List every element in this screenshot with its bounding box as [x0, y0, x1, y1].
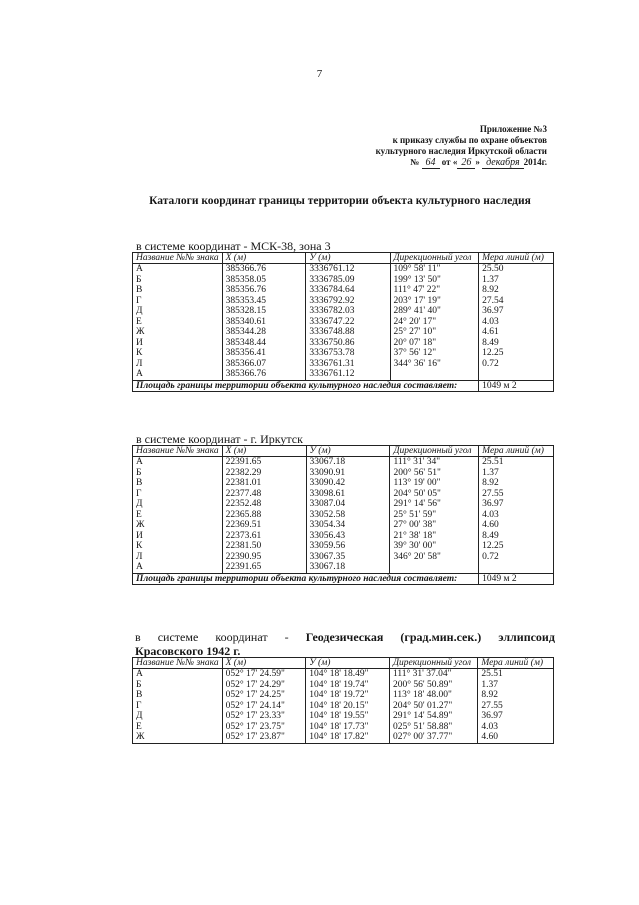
line-length — [479, 369, 554, 380]
date-month: декабря — [482, 157, 524, 169]
direction-angle: 113° 18' 48.00" — [389, 690, 477, 701]
direction-angle: 24° 20' 17" — [390, 317, 479, 328]
table-row — [133, 531, 554, 542]
y-coordinate: 33090.91 — [306, 468, 390, 479]
line-length: 8.92 — [479, 478, 554, 489]
area-total-value: 1049 м 2 — [479, 380, 554, 392]
x-coordinate: 052° 17' 23.33" — [222, 711, 306, 722]
line-length: 25.51 — [478, 669, 554, 680]
x-coordinate: 385356.41 — [222, 348, 306, 359]
point-name: И — [133, 531, 223, 542]
y-coordinate: 33087.04 — [306, 499, 390, 510]
y-coordinate: 3336750.86 — [306, 338, 390, 349]
table-row — [133, 285, 554, 296]
line-length: 4.03 — [479, 510, 554, 521]
table-row — [133, 457, 554, 468]
table-header-row — [133, 446, 554, 457]
x-coordinate: 22373.61 — [222, 531, 306, 542]
table-row — [133, 275, 554, 286]
table-row — [133, 468, 554, 479]
caption-word: (град.мин.сек.) — [400, 630, 482, 644]
point-name: К — [133, 348, 223, 359]
table-row — [133, 369, 554, 380]
table-row — [133, 264, 554, 275]
x-coordinate: 22382.29 — [222, 468, 306, 479]
table1-caption: в системе координат - МСК-38, зона 3 — [136, 239, 331, 253]
point-name: В — [133, 478, 223, 489]
line-length: 0.72 — [479, 359, 554, 370]
x-coordinate: 385348.44 — [222, 338, 306, 349]
appendix-header — [376, 124, 547, 168]
line-length: 1.37 — [478, 680, 554, 691]
x-coordinate: 052° 17' 24.25" — [222, 690, 306, 701]
caption-word: Геодезическая — [305, 630, 384, 644]
point-name: А — [133, 264, 223, 275]
line-length: 8.49 — [479, 531, 554, 542]
direction-angle: 204° 50' 01.27" — [389, 701, 477, 712]
y-coordinate: 104° 18' 19.72" — [306, 690, 390, 701]
table-row — [133, 306, 554, 317]
table-geodetic — [132, 657, 554, 744]
line-length: 8.49 — [479, 338, 554, 349]
direction-angle — [390, 562, 479, 573]
point-name: Б — [133, 275, 223, 286]
table3-caption — [135, 630, 555, 658]
header-x: X (м) — [222, 658, 306, 669]
y-coordinate: 3336747.22 — [306, 317, 390, 328]
line-length: 36.97 — [478, 711, 554, 722]
header-name: Название №№ знака — [133, 658, 223, 669]
point-name: Ж — [133, 327, 223, 338]
y-coordinate: 3336761.12 — [306, 264, 390, 275]
point-name: А — [133, 369, 223, 380]
header-y: У (м) — [306, 658, 390, 669]
y-coordinate: 3336761.31 — [306, 359, 390, 370]
area-total-row — [133, 380, 554, 392]
line-length: 27.54 — [479, 296, 554, 307]
direction-angle: 027° 00' 37.77" — [389, 732, 477, 743]
table-row — [133, 348, 554, 359]
point-name: Е — [133, 722, 223, 733]
point-name: Г — [133, 701, 223, 712]
line-length: 12.25 — [479, 541, 554, 552]
line-length: 4.60 — [479, 520, 554, 531]
table-row — [133, 327, 554, 338]
table-row — [133, 552, 554, 563]
header-name: Название №№ знака — [133, 446, 223, 457]
table-row — [133, 562, 554, 573]
area-total-value: 1049 м 2 — [479, 573, 554, 585]
point-name: Е — [133, 317, 223, 328]
direction-angle: 289° 41' 40" — [390, 306, 479, 317]
direction-angle: 111° 31' 34" — [390, 457, 479, 468]
direction-angle: 37° 56' 12" — [390, 348, 479, 359]
table-row — [133, 520, 554, 531]
y-coordinate: 3336792.92 — [306, 296, 390, 307]
line-length: 27.55 — [478, 701, 554, 712]
direction-angle: 291° 14' 56" — [390, 499, 479, 510]
table-row — [133, 541, 554, 552]
line-length: 25.50 — [479, 264, 554, 275]
y-coordinate: 3336748.88 — [306, 327, 390, 338]
x-coordinate: 22381.01 — [222, 478, 306, 489]
x-coordinate: 052° 17' 23.87" — [222, 732, 306, 743]
header-angle: Дирекционный угол — [390, 446, 479, 457]
x-coordinate: 22365.88 — [222, 510, 306, 521]
table-row — [133, 680, 554, 691]
direction-angle: 200° 56' 50.89" — [389, 680, 477, 691]
y-coordinate: 104° 18' 19.74" — [306, 680, 390, 691]
appendix-order: к приказу службы по охране объектов — [392, 135, 547, 145]
x-coordinate: 385353.45 — [222, 296, 306, 307]
x-coordinate: 052° 17' 24.59" — [222, 669, 306, 680]
point-name: А — [133, 669, 223, 680]
x-coordinate: 22352.48 — [222, 499, 306, 510]
order-number: 64 — [422, 157, 440, 169]
x-coordinate: 22391.65 — [222, 562, 306, 573]
table-row — [133, 711, 554, 722]
line-length: 1.37 — [479, 468, 554, 479]
direction-angle: 21° 38' 18" — [390, 531, 479, 542]
direction-angle: 20° 07' 18" — [390, 338, 479, 349]
point-name: А — [133, 562, 223, 573]
point-name: Б — [133, 680, 223, 691]
point-name: Б — [133, 468, 223, 479]
point-name: В — [133, 690, 223, 701]
header-angle: Дирекционный угол — [389, 658, 477, 669]
line-length: 36.97 — [479, 499, 554, 510]
direction-angle — [390, 369, 479, 380]
point-name: Е — [133, 510, 223, 521]
table-row — [133, 690, 554, 701]
area-total-row — [133, 573, 554, 585]
y-coordinate: 33054.34 — [306, 520, 390, 531]
table-row — [133, 296, 554, 307]
y-coordinate: 104° 18' 19.55" — [306, 711, 390, 722]
table-row — [133, 317, 554, 328]
line-length: 27.55 — [479, 489, 554, 500]
direction-angle: 111° 31' 37.04" — [389, 669, 477, 680]
x-coordinate: 385366.76 — [222, 264, 306, 275]
y-coordinate: 33090.42 — [306, 478, 390, 489]
table-row — [133, 489, 554, 500]
point-name: Ж — [133, 732, 223, 743]
caption-word: - — [284, 630, 289, 644]
direction-angle: 109° 58' 11" — [390, 264, 479, 275]
header-length: Мера линий (м) — [479, 446, 554, 457]
table-row — [133, 722, 554, 733]
direction-angle: 27° 00' 38" — [390, 520, 479, 531]
line-length: 8.92 — [478, 690, 554, 701]
line-length: 0.72 — [479, 552, 554, 563]
point-name: А — [133, 457, 223, 468]
table-msk38 — [132, 252, 554, 392]
y-coordinate: 33067.35 — [306, 552, 390, 563]
table-row — [133, 499, 554, 510]
x-coordinate: 22391.65 — [222, 457, 306, 468]
appendix-agency: культурного наследия Иркутской области — [375, 146, 547, 156]
page-number: 7 — [316, 68, 323, 80]
header-angle: Дирекционный угол — [390, 253, 479, 264]
x-coordinate: 385366.07 — [222, 359, 306, 370]
direction-angle: 200° 56' 51" — [390, 468, 479, 479]
caption-word: системе — [157, 630, 199, 644]
document-title: Каталоги координат границы территории объекта культурного наследия — [149, 195, 531, 207]
caption-word: в — [135, 630, 141, 644]
x-coordinate: 052° 17' 24.14" — [222, 701, 306, 712]
date-day: 26 — [457, 157, 475, 169]
direction-angle: 344° 36' 16" — [390, 359, 479, 370]
x-coordinate: 22390.95 — [222, 552, 306, 563]
y-coordinate: 104° 18' 18.49" — [306, 669, 390, 680]
y-coordinate: 33056.43 — [306, 531, 390, 542]
point-name: Л — [133, 552, 223, 563]
direction-angle: 199° 13' 50" — [390, 275, 479, 286]
y-coordinate: 104° 18' 17.73" — [306, 722, 390, 733]
line-length: 1.37 — [479, 275, 554, 286]
table2-caption: в системе координат - г. Иркутск — [136, 432, 303, 446]
header-length: Мера линий (м) — [478, 658, 554, 669]
header-length: Мера линий (м) — [479, 253, 554, 264]
table3-caption-line2: Красовского 1942 г. — [135, 644, 241, 658]
direction-angle: 113° 19' 00" — [390, 478, 479, 489]
appendix-number-date — [376, 157, 547, 168]
y-coordinate: 104° 18' 20.15" — [306, 701, 390, 712]
x-coordinate: 052° 17' 24.29" — [222, 680, 306, 691]
line-length: 36.97 — [479, 306, 554, 317]
line-length: 4.61 — [479, 327, 554, 338]
header-x: X (м) — [222, 253, 306, 264]
direction-angle: 25° 27' 10" — [390, 327, 479, 338]
line-length: 4.60 — [478, 732, 554, 743]
table3-caption-line1 — [135, 630, 555, 644]
caption-word: координат — [215, 630, 268, 644]
x-coordinate: 385344.28 — [222, 327, 306, 338]
point-name: Д — [133, 499, 223, 510]
table-row — [133, 338, 554, 349]
y-coordinate: 3336753.78 — [306, 348, 390, 359]
direction-angle: 203° 17' 19" — [390, 296, 479, 307]
line-length — [479, 562, 554, 573]
x-coordinate: 385366.76 — [222, 369, 306, 380]
line-length: 12.25 — [479, 348, 554, 359]
point-name: Д — [133, 711, 223, 722]
x-coordinate: 385328.15 — [222, 306, 306, 317]
x-coordinate: 22381.50 — [222, 541, 306, 552]
point-name: Л — [133, 359, 223, 370]
date-year: 2014г. — [523, 157, 547, 167]
y-coordinate: 33059.56 — [306, 541, 390, 552]
header-x: X (м) — [222, 446, 306, 457]
x-coordinate: 22369.51 — [222, 520, 306, 531]
table-header-row — [133, 658, 554, 669]
area-total-label: Площадь границы территории объекта культурного наследия составляет: — [133, 380, 479, 392]
caption-word: эллипсоид — [498, 630, 555, 644]
table-row — [133, 701, 554, 712]
area-total-label: Площадь границы территории объекта культурного наследия составляет: — [133, 573, 479, 585]
y-coordinate: 104° 18' 17.82" — [306, 732, 390, 743]
y-coordinate: 33067.18 — [306, 562, 390, 573]
y-coordinate: 3336784.64 — [306, 285, 390, 296]
date-mid: » — [475, 157, 480, 167]
direction-angle: 25° 51' 59" — [390, 510, 479, 521]
table-header-row — [133, 253, 554, 264]
line-length: 8.92 — [479, 285, 554, 296]
point-name: Ж — [133, 520, 223, 531]
x-coordinate: 385356.76 — [222, 285, 306, 296]
y-coordinate: 3336782.03 — [306, 306, 390, 317]
y-coordinate: 3336785.09 — [306, 275, 390, 286]
direction-angle: 346° 20' 58" — [390, 552, 479, 563]
table-row — [133, 510, 554, 521]
y-coordinate: 33067.18 — [306, 457, 390, 468]
header-y: У (м) — [306, 253, 390, 264]
date-prefix: от « — [441, 157, 458, 167]
y-coordinate: 33052.58 — [306, 510, 390, 521]
x-coordinate: 052° 17' 23.75" — [222, 722, 306, 733]
table-row — [133, 732, 554, 743]
point-name: Г — [133, 489, 223, 500]
point-name: К — [133, 541, 223, 552]
line-length: 4.03 — [479, 317, 554, 328]
x-coordinate: 385358.05 — [222, 275, 306, 286]
header-y: У (м) — [306, 446, 390, 457]
table-irkutsk — [132, 445, 554, 585]
direction-angle: 025° 51' 58.88" — [389, 722, 477, 733]
table-row — [133, 478, 554, 489]
point-name: Д — [133, 306, 223, 317]
x-coordinate: 22377.48 — [222, 489, 306, 500]
table-row — [133, 359, 554, 370]
point-name: И — [133, 338, 223, 349]
point-name: Г — [133, 296, 223, 307]
direction-angle: 291° 14' 54.89" — [389, 711, 477, 722]
table-row — [133, 669, 554, 680]
appendix-title: Приложение №3 — [479, 124, 547, 134]
direction-angle: 39° 30' 00" — [390, 541, 479, 552]
line-length: 25.51 — [479, 457, 554, 468]
line-length: 4.03 — [478, 722, 554, 733]
x-coordinate: 385340.61 — [222, 317, 306, 328]
y-coordinate: 33098.61 — [306, 489, 390, 500]
direction-angle: 204° 50' 05" — [390, 489, 479, 500]
header-name: Название №№ знака — [133, 253, 223, 264]
point-name: В — [133, 285, 223, 296]
direction-angle: 111° 47' 22" — [390, 285, 479, 296]
number-prefix: № — [410, 157, 420, 167]
y-coordinate: 3336761.12 — [306, 369, 390, 380]
